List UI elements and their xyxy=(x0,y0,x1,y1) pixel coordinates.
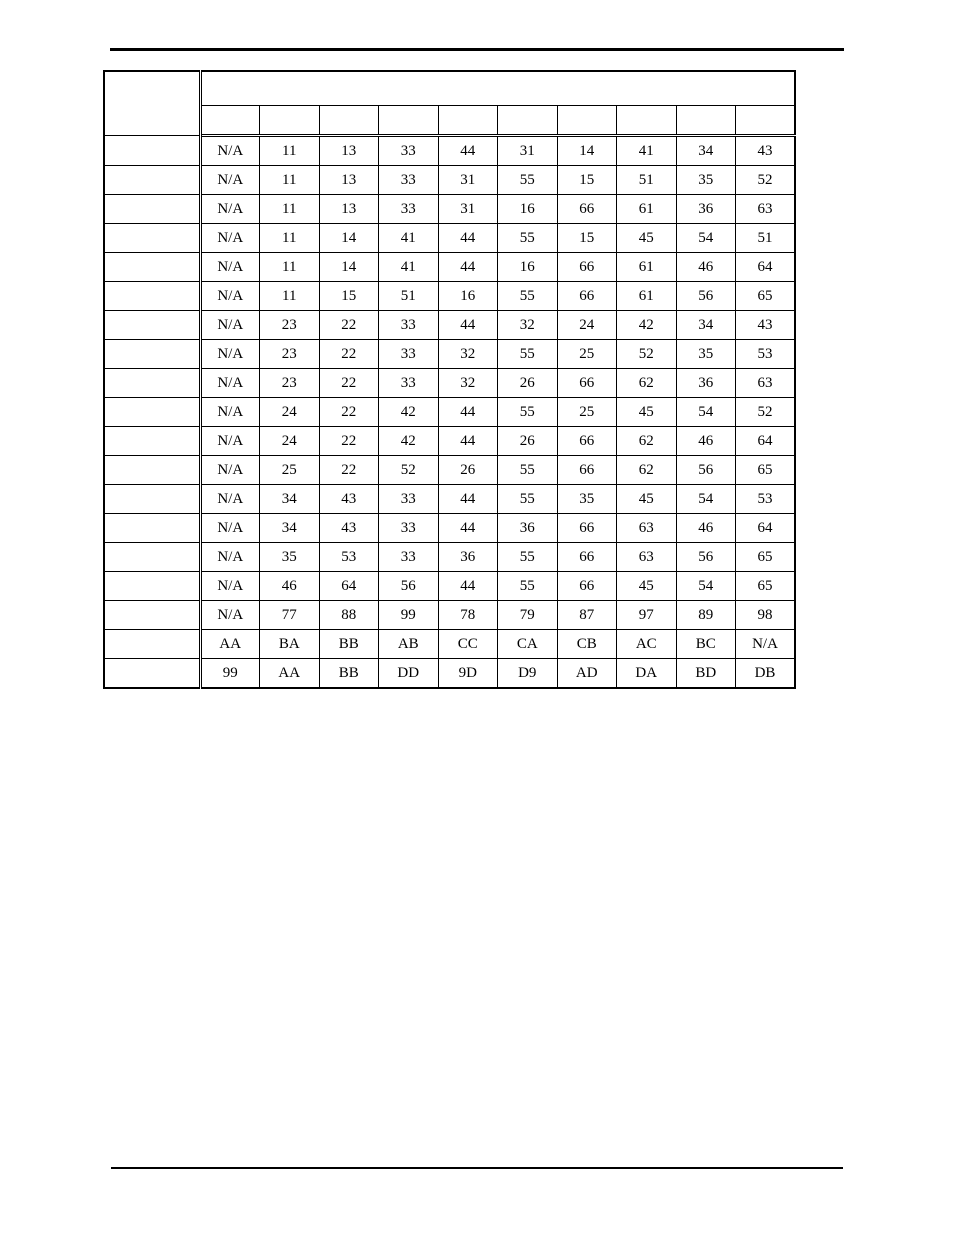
table-row xyxy=(104,543,795,572)
column-subheader-cell xyxy=(200,106,260,136)
table-cell: 89 xyxy=(676,601,736,630)
column-subheader-cell xyxy=(319,106,379,136)
row-label-cell xyxy=(104,485,200,514)
table-cell: 53 xyxy=(319,543,379,572)
table-cell: 63 xyxy=(617,543,677,572)
table-cell: 46 xyxy=(260,572,320,601)
column-subheader-cell xyxy=(498,106,558,136)
table-cell: 43 xyxy=(736,311,796,340)
table-cell: 54 xyxy=(676,224,736,253)
table-cell: N/A xyxy=(200,224,260,253)
table-cell: 42 xyxy=(617,311,677,340)
table-cell: 16 xyxy=(438,282,498,311)
table-cell: 66 xyxy=(557,572,617,601)
table-cell: 33 xyxy=(379,485,439,514)
table-cell: 36 xyxy=(438,543,498,572)
table-cell: 66 xyxy=(557,195,617,224)
table-cell: 54 xyxy=(676,572,736,601)
table-cell: 22 xyxy=(319,311,379,340)
column-subheader-cell xyxy=(557,106,617,136)
table-cell: 31 xyxy=(438,195,498,224)
table-cell: 33 xyxy=(379,195,439,224)
table-cell: 63 xyxy=(736,369,796,398)
table-row xyxy=(104,456,795,485)
row-label-cell xyxy=(104,601,200,630)
table-cell: CC xyxy=(438,630,498,659)
table-cell: 35 xyxy=(557,485,617,514)
table-cell: N/A xyxy=(200,601,260,630)
table-cell: 9D xyxy=(438,659,498,689)
table-cell: 99 xyxy=(200,659,260,689)
table-cell: 23 xyxy=(260,340,320,369)
table-cell: 55 xyxy=(498,572,558,601)
column-group-header-cell xyxy=(200,71,795,106)
row-label-cell xyxy=(104,340,200,369)
table-cell: 44 xyxy=(438,224,498,253)
table-cell: 62 xyxy=(617,456,677,485)
row-head-header-cell xyxy=(104,71,200,136)
table-cell: 34 xyxy=(676,136,736,166)
table-cell: 35 xyxy=(676,166,736,195)
table-row xyxy=(104,601,795,630)
table-cell: 41 xyxy=(379,224,439,253)
table-cell: N/A xyxy=(200,398,260,427)
table-cell: 26 xyxy=(498,427,558,456)
row-label-cell xyxy=(104,369,200,398)
table-row xyxy=(104,514,795,543)
table-cell: N/A xyxy=(200,456,260,485)
table-cell: DD xyxy=(379,659,439,689)
table-cell: 66 xyxy=(557,543,617,572)
table-cell: 22 xyxy=(319,456,379,485)
table-cell: 11 xyxy=(260,166,320,195)
table-cell: 24 xyxy=(260,398,320,427)
table-cell: 65 xyxy=(736,572,796,601)
table-cell: D9 xyxy=(498,659,558,689)
row-label-cell xyxy=(104,166,200,195)
table-cell: 14 xyxy=(319,224,379,253)
table-cell: 52 xyxy=(379,456,439,485)
row-label-cell xyxy=(104,456,200,485)
table-cell: 54 xyxy=(676,485,736,514)
table-cell: 41 xyxy=(379,253,439,282)
table-cell: 64 xyxy=(319,572,379,601)
table-cell: 11 xyxy=(260,224,320,253)
table-cell: BA xyxy=(260,630,320,659)
table-cell: 15 xyxy=(557,166,617,195)
table-cell: 62 xyxy=(617,427,677,456)
table-cell: 11 xyxy=(260,136,320,166)
table-cell: AB xyxy=(379,630,439,659)
table-cell: N/A xyxy=(200,136,260,166)
table-cell: 13 xyxy=(319,195,379,224)
table-cell: BC xyxy=(676,630,736,659)
row-label-cell xyxy=(104,253,200,282)
table-cell: AA xyxy=(260,659,320,689)
row-label-cell xyxy=(104,224,200,253)
table-cell: 55 xyxy=(498,456,558,485)
table-cell: 66 xyxy=(557,369,617,398)
table-cell: 65 xyxy=(736,282,796,311)
table-cell: 44 xyxy=(438,572,498,601)
table-cell: 42 xyxy=(379,398,439,427)
table-cell: 36 xyxy=(676,195,736,224)
table-row xyxy=(104,224,795,253)
table-cell: 24 xyxy=(260,427,320,456)
table-cell: 66 xyxy=(557,253,617,282)
column-subheader-cell xyxy=(617,106,677,136)
header-rule xyxy=(110,48,844,51)
table-cell: 66 xyxy=(557,427,617,456)
table-cell: 22 xyxy=(319,340,379,369)
row-label-cell xyxy=(104,630,200,659)
table-cell: 25 xyxy=(557,398,617,427)
table-cell: 36 xyxy=(676,369,736,398)
column-subheader-cell xyxy=(676,106,736,136)
header-row-top xyxy=(104,71,795,106)
table-row xyxy=(104,485,795,514)
table-row xyxy=(104,166,795,195)
table-cell: 32 xyxy=(438,369,498,398)
table-cell: DB xyxy=(736,659,796,689)
table-cell: 23 xyxy=(260,311,320,340)
table-cell: 22 xyxy=(319,398,379,427)
table-cell: 43 xyxy=(319,514,379,543)
table-cell: 23 xyxy=(260,369,320,398)
table-row xyxy=(104,572,795,601)
table-row xyxy=(104,340,795,369)
table-cell: N/A xyxy=(200,369,260,398)
table-cell: N/A xyxy=(200,340,260,369)
table-cell: 25 xyxy=(557,340,617,369)
table-cell: 51 xyxy=(617,166,677,195)
table-cell: 43 xyxy=(319,485,379,514)
table-cell: 15 xyxy=(319,282,379,311)
table-cell: 33 xyxy=(379,514,439,543)
table-cell: N/A xyxy=(736,630,796,659)
table-cell: BD xyxy=(676,659,736,689)
table-cell: 46 xyxy=(676,514,736,543)
code-table xyxy=(103,70,796,689)
table-cell: 66 xyxy=(557,456,617,485)
table-cell: AD xyxy=(557,659,617,689)
footer-rule xyxy=(111,1167,843,1169)
table-cell: 26 xyxy=(498,369,558,398)
table-cell: 32 xyxy=(438,340,498,369)
table-cell: 79 xyxy=(498,601,558,630)
table-cell: 42 xyxy=(379,427,439,456)
table-cell: 61 xyxy=(617,195,677,224)
table-cell: N/A xyxy=(200,282,260,311)
table-cell: N/A xyxy=(200,166,260,195)
table-cell: N/A xyxy=(200,485,260,514)
table-cell: 45 xyxy=(617,398,677,427)
table-cell: 99 xyxy=(379,601,439,630)
table-cell: 34 xyxy=(260,514,320,543)
table-cell: 15 xyxy=(557,224,617,253)
table-cell: 56 xyxy=(676,282,736,311)
table-cell: BB xyxy=(319,659,379,689)
table-cell: 35 xyxy=(260,543,320,572)
table-cell: 45 xyxy=(617,485,677,514)
table-cell: 61 xyxy=(617,282,677,311)
table-cell: 33 xyxy=(379,543,439,572)
table-cell: 45 xyxy=(617,572,677,601)
table-cell: 55 xyxy=(498,224,558,253)
table-cell: 88 xyxy=(319,601,379,630)
table-cell: CA xyxy=(498,630,558,659)
table-cell: 31 xyxy=(498,136,558,166)
row-label-cell xyxy=(104,311,200,340)
table-cell: 53 xyxy=(736,485,796,514)
table-cell: 62 xyxy=(617,369,677,398)
table-cell: 78 xyxy=(438,601,498,630)
table-row xyxy=(104,136,795,166)
table-cell: 35 xyxy=(676,340,736,369)
table-cell: 22 xyxy=(319,369,379,398)
table-row xyxy=(104,398,795,427)
table-cell: 44 xyxy=(438,253,498,282)
table-row xyxy=(104,659,795,689)
row-label-cell xyxy=(104,136,200,166)
table-cell: N/A xyxy=(200,572,260,601)
table-cell: 44 xyxy=(438,485,498,514)
table-cell: 34 xyxy=(260,485,320,514)
data-table-container xyxy=(103,70,794,689)
table-cell: 56 xyxy=(676,543,736,572)
table-cell: DA xyxy=(617,659,677,689)
table-row xyxy=(104,195,795,224)
table-cell: 33 xyxy=(379,136,439,166)
table-cell: 36 xyxy=(498,514,558,543)
row-label-cell xyxy=(104,659,200,689)
table-cell: 43 xyxy=(736,136,796,166)
table-cell: 44 xyxy=(438,427,498,456)
table-cell: 66 xyxy=(557,282,617,311)
table-cell: 33 xyxy=(379,340,439,369)
table-cell: AC xyxy=(617,630,677,659)
table-cell: AA xyxy=(200,630,260,659)
table-cell: N/A xyxy=(200,311,260,340)
table-cell: 63 xyxy=(736,195,796,224)
table-cell: 26 xyxy=(438,456,498,485)
table-cell: 55 xyxy=(498,485,558,514)
table-cell: 46 xyxy=(676,253,736,282)
table-cell: 63 xyxy=(617,514,677,543)
table-cell: 13 xyxy=(319,136,379,166)
table-cell: 61 xyxy=(617,253,677,282)
row-label-cell xyxy=(104,514,200,543)
table-cell: 24 xyxy=(557,311,617,340)
table-cell: 16 xyxy=(498,253,558,282)
table-cell: 51 xyxy=(379,282,439,311)
table-cell: 55 xyxy=(498,543,558,572)
table-cell: 44 xyxy=(438,398,498,427)
table-cell: 55 xyxy=(498,340,558,369)
table-cell: N/A xyxy=(200,514,260,543)
row-label-cell xyxy=(104,398,200,427)
table-cell: 51 xyxy=(736,224,796,253)
row-label-cell xyxy=(104,572,200,601)
table-cell: CB xyxy=(557,630,617,659)
table-cell: 64 xyxy=(736,253,796,282)
table-cell: 13 xyxy=(319,166,379,195)
table-cell: 44 xyxy=(438,514,498,543)
table-cell: 22 xyxy=(319,427,379,456)
table-cell: 44 xyxy=(438,136,498,166)
row-label-cell xyxy=(104,282,200,311)
table-cell: N/A xyxy=(200,543,260,572)
table-cell: 34 xyxy=(676,311,736,340)
table-cell: 53 xyxy=(736,340,796,369)
table-cell: 33 xyxy=(379,166,439,195)
table-cell: 45 xyxy=(617,224,677,253)
table-cell: 66 xyxy=(557,514,617,543)
table-cell: 55 xyxy=(498,166,558,195)
table-cell: 52 xyxy=(736,398,796,427)
table-cell: 41 xyxy=(617,136,677,166)
table-cell: N/A xyxy=(200,253,260,282)
table-cell: 14 xyxy=(557,136,617,166)
table-cell: 55 xyxy=(498,398,558,427)
table-cell: 97 xyxy=(617,601,677,630)
table-cell: BB xyxy=(319,630,379,659)
table-cell: 32 xyxy=(498,311,558,340)
table-cell: 64 xyxy=(736,427,796,456)
table-row xyxy=(104,253,795,282)
column-subheader-cell xyxy=(736,106,796,136)
table-cell: 14 xyxy=(319,253,379,282)
column-subheader-cell xyxy=(438,106,498,136)
row-label-cell xyxy=(104,543,200,572)
table-cell: 65 xyxy=(736,543,796,572)
table-cell: 11 xyxy=(260,282,320,311)
table-row xyxy=(104,311,795,340)
table-cell: 33 xyxy=(379,369,439,398)
table-cell: 25 xyxy=(260,456,320,485)
table-cell: 98 xyxy=(736,601,796,630)
table-cell: 77 xyxy=(260,601,320,630)
table-cell: N/A xyxy=(200,195,260,224)
table-cell: 44 xyxy=(438,311,498,340)
table-cell: 54 xyxy=(676,398,736,427)
table-cell: 56 xyxy=(379,572,439,601)
table-cell: 11 xyxy=(260,195,320,224)
table-cell: 64 xyxy=(736,514,796,543)
row-label-cell xyxy=(104,427,200,456)
table-cell: 65 xyxy=(736,456,796,485)
table-cell: 11 xyxy=(260,253,320,282)
table-row xyxy=(104,369,795,398)
table-cell: 33 xyxy=(379,311,439,340)
table-cell: 46 xyxy=(676,427,736,456)
table-cell: N/A xyxy=(200,427,260,456)
table-row xyxy=(104,630,795,659)
table-cell: 87 xyxy=(557,601,617,630)
header-row-sub xyxy=(104,106,795,136)
table-cell: 52 xyxy=(617,340,677,369)
column-subheader-cell xyxy=(379,106,439,136)
table-cell: 16 xyxy=(498,195,558,224)
table-cell: 52 xyxy=(736,166,796,195)
row-label-cell xyxy=(104,195,200,224)
column-subheader-cell xyxy=(260,106,320,136)
table-cell: 56 xyxy=(676,456,736,485)
table-cell: 55 xyxy=(498,282,558,311)
table-row xyxy=(104,427,795,456)
table-row xyxy=(104,282,795,311)
table-cell: 31 xyxy=(438,166,498,195)
